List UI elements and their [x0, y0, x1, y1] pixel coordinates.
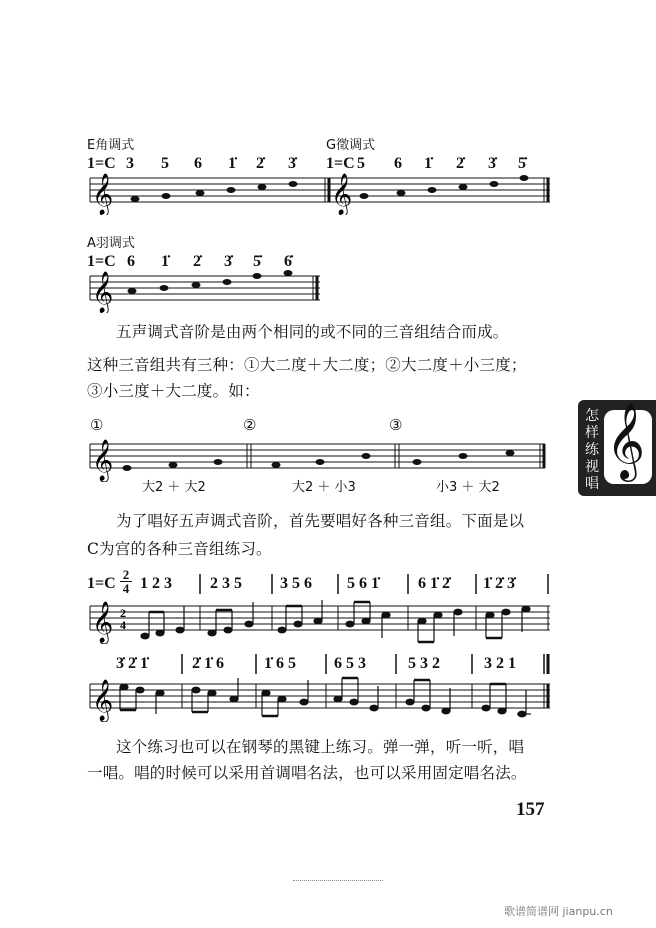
jianpu-note: 1̇ — [161, 253, 169, 270]
paragraph-line: 五声调式音阶是由两个相同的或不同的三音组结合而成。 — [116, 323, 509, 341]
key-signature-label: 1=C — [326, 155, 355, 172]
treble-clef-icon: 𝄞 — [92, 440, 114, 480]
jianpu-measure: 1 2 3 — [140, 575, 172, 592]
staff-triads — [0, 432, 656, 482]
jianpu-note: 2̇ — [456, 155, 464, 172]
interval-label: 大2 ＋ 大2 — [142, 480, 206, 495]
svg-text:4: 4 — [120, 618, 126, 632]
jianpu-note: 3̇ — [224, 253, 232, 270]
triad-marker: ③ — [389, 416, 403, 434]
jianpu-note: 3̇ — [488, 155, 496, 172]
jianpu-measure: 6 1̇ 2̇ — [418, 575, 450, 592]
triad-marker: ② — [243, 416, 257, 434]
jianpu-note: 1̇ — [228, 155, 236, 172]
treble-clef-icon: 𝄞 — [92, 174, 114, 214]
paragraph-line: ③小三度＋大二度。如： — [87, 382, 260, 400]
jianpu-note: 6̇ — [284, 253, 292, 270]
jianpu-measure: 2 3 5 — [210, 575, 242, 592]
jianpu-note: 1̇ — [424, 155, 432, 172]
treble-clef-icon: 𝄞 — [331, 174, 353, 214]
jianpu-barlines — [0, 570, 656, 598]
jianpu-measure: 3 2 1 — [484, 655, 516, 672]
treble-clef-icon: 𝄞 — [92, 272, 114, 312]
footer-rule — [293, 880, 383, 881]
staff-a-yu — [0, 268, 656, 313]
jianpu-note: 2̇ — [193, 253, 201, 270]
time-signature: 2 4 — [120, 568, 132, 595]
jianpu-note: 5 — [161, 155, 169, 172]
jianpu-note: 6 — [127, 253, 135, 270]
jianpu-note: 6 — [394, 155, 402, 172]
jianpu-barlines — [0, 650, 656, 678]
key-signature-label: 1=C — [87, 253, 116, 270]
jianpu-measure: 5 6 1̇ — [347, 575, 379, 592]
jianpu-note: 3̇ — [288, 155, 296, 172]
key-signature-label: 1=C — [87, 575, 116, 592]
svg-text:2: 2 — [120, 606, 126, 620]
mode-title-g-zhi: G徵调式 — [326, 138, 376, 153]
jianpu-measure: 3̇ 2̇ 1̇ — [116, 655, 148, 672]
staff-exercise-2 — [0, 676, 656, 722]
mode-title-a-yu: A羽调式 — [87, 236, 135, 251]
interval-label: 小3 ＋ 大2 — [436, 480, 500, 495]
paragraph-line: C为宫的各种三音组练习。 — [87, 540, 272, 558]
treble-clef-icon: 𝄞 — [606, 402, 646, 479]
watermark: 歌谱简谱网 jianpu.cn — [504, 905, 613, 918]
jianpu-measure: 1̇ 2̇ 3̇ — [483, 575, 515, 592]
jianpu-note: 2̇ — [256, 155, 264, 172]
triad-marker: ① — [90, 416, 104, 434]
paragraph-line: 这种三音组共有三种：①大二度＋大二度；②大二度＋小三度； — [87, 356, 527, 374]
mode-title-e-jiao: E角调式 — [87, 138, 135, 153]
paragraph-line: 为了唱好五声调式音阶，首先要唱好各种三音组。下面是以 — [116, 512, 525, 530]
jianpu-note: 5̇ — [253, 253, 261, 270]
jianpu-measure: 5 3 2 — [408, 655, 440, 672]
jianpu-measure: 1̇ 6 5 — [264, 655, 296, 672]
jianpu-note: 3 — [126, 155, 134, 172]
page-number: 157 — [516, 799, 545, 820]
jianpu-note: 5̇ — [518, 155, 526, 172]
side-tab-text: 怎 样 练 视 唱 — [585, 408, 599, 492]
interval-label: 大2 ＋ 小3 — [292, 480, 356, 495]
jianpu-measure: 2̇ 1̇ 6 — [192, 655, 224, 672]
jianpu-measure: 3 5 6 — [280, 575, 312, 592]
paragraph-line: 这个练习也可以在钢琴的黑键上练习。弹一弹，听一听，唱 — [116, 738, 525, 756]
staff-exercise-1 — [0, 598, 656, 644]
jianpu-measure: 6 5 3 — [334, 655, 366, 672]
treble-clef-icon: 𝄞 — [92, 602, 114, 642]
key-signature-label: 1=C — [87, 155, 116, 172]
treble-clef-icon: 𝄞 — [92, 680, 114, 720]
staff-e-jiao-g-zhi — [0, 170, 656, 215]
jianpu-note: 6 — [194, 155, 202, 172]
jianpu-note: 5 — [357, 155, 365, 172]
paragraph-line: 一唱。唱的时候可以采用首调唱名法，也可以采用固定唱名法。 — [87, 764, 527, 782]
